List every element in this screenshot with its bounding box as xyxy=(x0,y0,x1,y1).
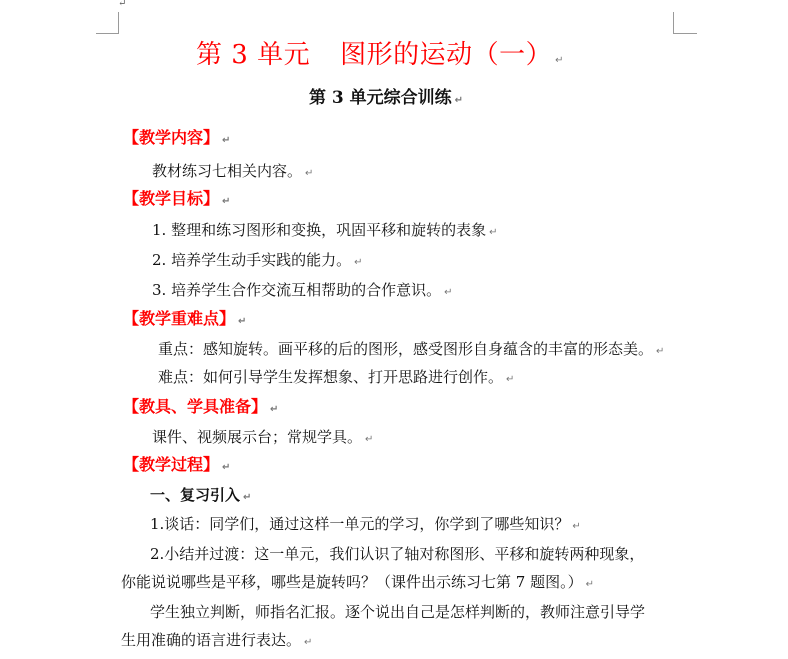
heading-text: 【教学内容】 xyxy=(123,128,220,147)
process-text: 学生独立判断，师指名汇报。逐个说出自己是怎样判断的，教师注意引导学 xyxy=(150,603,646,621)
heading-text: 【教学重难点】 xyxy=(123,309,236,328)
paragraph-mark-icon: ↵ xyxy=(305,168,314,179)
paragraph-mark-icon: ↵ xyxy=(118,0,127,9)
paragraph-mark-icon: ↵ xyxy=(243,492,252,503)
key-point-text: 重点：感知旋转。画平移的后的图形，感受图形自身蕴含的丰富的形态美。 xyxy=(158,340,654,358)
subtitle-text: 第 3 单元综合训练 xyxy=(309,88,452,108)
title-unit: 第 3 单元 xyxy=(196,40,311,70)
goal-item xyxy=(152,253,362,268)
paragraph-mark-icon: ↵ xyxy=(354,257,363,268)
paragraph-mark-icon: ↵ xyxy=(506,374,515,385)
heading-text: 【教学过程】 xyxy=(123,455,220,474)
key-point-item xyxy=(158,370,514,385)
paragraph-mark-icon: ↵ xyxy=(656,346,665,357)
goal-text: 3. 培养学生合作交流互相帮助的合作意识。 xyxy=(152,281,442,299)
crop-mark-top-left xyxy=(96,33,119,34)
process-text: 2.小结并过渡：这一单元，我们认识了轴对称图形、平移和旋转两种现象， xyxy=(150,545,645,563)
crop-mark-top-left xyxy=(118,12,119,34)
document-subtitle xyxy=(309,90,463,107)
process-text: 生用准确的语言进行表达。 xyxy=(121,631,302,649)
content-body xyxy=(152,164,313,179)
process-line xyxy=(121,575,594,590)
section-heading-process xyxy=(123,457,230,473)
subheading-text: 一、复习引入 xyxy=(150,486,241,504)
section-heading-tools xyxy=(123,399,278,415)
paragraph-mark-icon: ↵ xyxy=(304,637,313,648)
process-text: 你能说说哪些是平移，哪些是旋转吗？（课件出示练习七第 7 题图。） xyxy=(121,573,583,591)
paragraph-mark-icon: ↵ xyxy=(222,135,231,146)
process-text: 1.谈话：同学们，通过这样一单元的学习，你学到了哪些知识？ xyxy=(150,515,570,533)
paragraph-mark-icon: ↵ xyxy=(572,521,581,532)
paragraph-mark-icon: ↵ xyxy=(585,579,594,590)
section-heading-content xyxy=(123,130,230,146)
process-line xyxy=(150,517,581,532)
process-line xyxy=(150,547,644,562)
body-text: 课件、视频展示台；常规学具。 xyxy=(152,428,363,446)
section-heading-key-points xyxy=(123,311,246,327)
key-point-item xyxy=(158,342,664,357)
goal-item xyxy=(152,223,497,238)
goal-text: 1. 整理和练习图形和变换，巩固平移和旋转的表象 xyxy=(152,221,487,239)
paragraph-mark-icon: ↵ xyxy=(555,55,564,66)
heading-text: 【教具、学具准备】 xyxy=(123,397,268,416)
paragraph-mark-icon: ↵ xyxy=(270,404,279,415)
key-point-text: 难点：如何引导学生发挥想象、打开思路进行创作。 xyxy=(158,368,504,386)
heading-text: 【教学目标】 xyxy=(123,189,220,208)
paragraph-mark-icon: ↵ xyxy=(222,196,231,207)
paragraph-mark-icon: ↵ xyxy=(365,434,374,445)
paragraph-mark-icon: ↵ xyxy=(454,95,464,106)
title-topic: 图形的运动（一） xyxy=(340,40,553,70)
goal-text: 2. 培养学生动手实践的能力。 xyxy=(152,251,352,269)
paragraph-mark-icon: ↵ xyxy=(222,462,231,473)
paragraph-mark-icon: ↵ xyxy=(444,287,453,298)
body-text: 教材练习七相关内容。 xyxy=(152,162,303,180)
tools-body xyxy=(152,430,373,445)
process-subheading xyxy=(150,488,251,503)
paragraph-mark-icon: ↵ xyxy=(238,316,247,327)
process-line xyxy=(121,633,312,648)
crop-mark-top-right xyxy=(673,12,674,34)
section-heading-goals xyxy=(123,191,230,207)
paragraph-mark-icon: ↵ xyxy=(489,227,498,238)
goal-item xyxy=(152,283,452,298)
document-title xyxy=(196,42,564,68)
process-line xyxy=(150,605,645,620)
crop-mark-top-right xyxy=(673,33,697,34)
